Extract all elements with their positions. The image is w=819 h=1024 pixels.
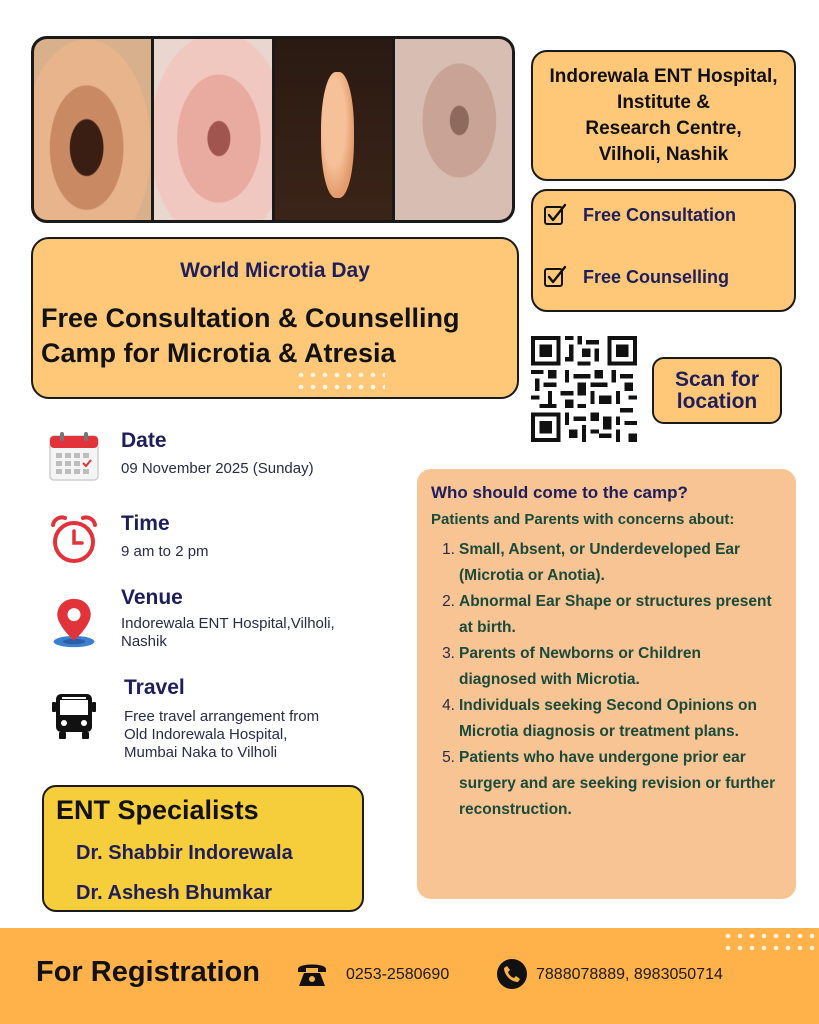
venue-value bbox=[121, 615, 335, 651]
list-item bbox=[431, 693, 782, 745]
venue-heading: Venue bbox=[121, 586, 183, 609]
venue-line: Nashik bbox=[121, 633, 167, 650]
checkbox-icon bbox=[543, 265, 567, 289]
travel-heading: Travel bbox=[124, 676, 185, 699]
list-text: Small, Absent, or Underdeveloped Ear (Microtia or Anotia). bbox=[459, 541, 741, 584]
hospital-name-box bbox=[531, 50, 796, 181]
bus-icon bbox=[48, 690, 100, 742]
mobile-numbers[interactable]: 7888078889, 8983050714 bbox=[536, 966, 723, 983]
list-item bbox=[431, 537, 782, 589]
list-number: 4. bbox=[442, 697, 455, 714]
who-intro: Patients and Parents with concerns about: bbox=[431, 511, 735, 528]
phone-call-icon bbox=[496, 958, 528, 990]
who-should-come-box bbox=[417, 469, 796, 899]
time-heading: Time bbox=[121, 512, 170, 535]
location-pin-icon bbox=[48, 597, 100, 649]
hospital-line: Vilholi, Nashik bbox=[598, 143, 729, 165]
who-list bbox=[431, 537, 782, 823]
hospital-line: Research Centre, bbox=[585, 117, 742, 139]
ent-specialists-box bbox=[42, 785, 364, 912]
free-service-label: Free Counselling bbox=[583, 266, 730, 287]
doctor-name: Dr. Shabbir Indorewala bbox=[76, 842, 293, 864]
scan-label: Scan for bbox=[674, 367, 760, 391]
travel-line: Free travel arrangement from bbox=[124, 708, 320, 725]
list-text: Individuals seeking Second Opinions on Microtia diagnosis or treatment plans. bbox=[459, 697, 757, 740]
free-services-box bbox=[531, 189, 796, 312]
travel-line: Old Indorewala Hospital, bbox=[124, 726, 288, 743]
checkbox-icon bbox=[543, 203, 567, 227]
list-item bbox=[431, 641, 782, 693]
hospital-line: Institute & bbox=[617, 91, 710, 113]
calendar-icon bbox=[48, 430, 100, 482]
event-title-line: Free Consultation & Counselling bbox=[41, 303, 460, 333]
event-title-box bbox=[31, 237, 519, 399]
list-item bbox=[431, 745, 782, 823]
travel-value bbox=[124, 708, 319, 762]
date-heading: Date bbox=[121, 429, 167, 452]
scan-for-location-box bbox=[652, 357, 782, 424]
specialists-title: ENT Specialists bbox=[56, 795, 259, 825]
location-qr-code[interactable] bbox=[531, 336, 637, 442]
hospital-line: Indorewala ENT Hospital, bbox=[549, 65, 778, 87]
ear-photo-underdeveloped bbox=[154, 39, 271, 220]
event-title-line: Camp for Microtia & Atresia bbox=[41, 338, 396, 368]
scan-label: location bbox=[676, 389, 758, 413]
list-text: Abnormal Ear Shape or structures present at birth. bbox=[459, 593, 772, 636]
event-title bbox=[41, 301, 460, 371]
ear-photo-strip bbox=[31, 36, 515, 223]
free-service-item bbox=[543, 265, 729, 289]
list-number: 1. bbox=[442, 541, 455, 558]
registration-title: For Registration bbox=[36, 956, 260, 988]
list-text: Patients who have undergone prior ear surgery and are seeking revision or further reconstruction. bbox=[459, 749, 776, 818]
who-title: Who should come to the camp? bbox=[431, 483, 688, 502]
ear-photo-anotia bbox=[395, 39, 512, 220]
event-subtitle: World Microtia Day bbox=[180, 259, 370, 282]
ear-photo-microtia bbox=[275, 39, 392, 220]
free-service-label: Free Consultation bbox=[583, 204, 737, 225]
free-service-item bbox=[543, 203, 736, 227]
list-text: Parents of Newborns or Children diagnosed with Microtia. bbox=[459, 645, 702, 688]
list-item bbox=[431, 589, 782, 641]
list-number: 2. bbox=[442, 593, 455, 610]
travel-line: Mumbai Naka to Vilholi bbox=[124, 744, 278, 761]
date-value: 09 November 2025 (Sunday) bbox=[121, 460, 314, 477]
telephone-icon bbox=[296, 958, 328, 990]
alarm-clock-icon bbox=[48, 513, 100, 565]
registration-footer bbox=[0, 928, 819, 1024]
list-number: 3. bbox=[442, 645, 455, 662]
doctor-name: Dr. Ashesh Bhumkar bbox=[76, 882, 272, 904]
landline-number[interactable]: 0253-2580690 bbox=[346, 966, 450, 983]
venue-line: Indorewala ENT Hospital,Vilholi, bbox=[121, 615, 335, 632]
decorative-dots bbox=[295, 369, 385, 397]
ear-photo-normal bbox=[34, 39, 151, 220]
decorative-dots bbox=[722, 930, 818, 952]
list-number: 5. bbox=[442, 749, 455, 766]
time-value: 9 am to 2 pm bbox=[121, 543, 209, 560]
